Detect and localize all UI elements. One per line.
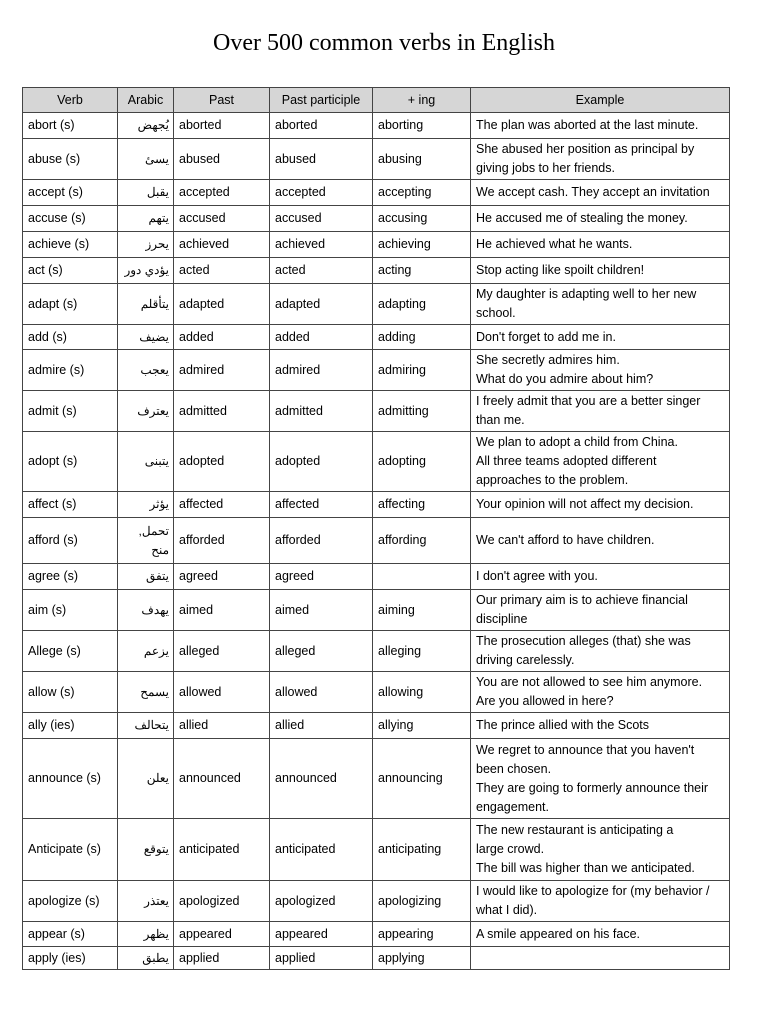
cell-verb: abort (s) (23, 113, 118, 139)
table-body (23, 113, 730, 970)
cell-verb: afford (s) (23, 518, 118, 564)
header-ing: + ing (373, 88, 471, 113)
cell-ing: appearing (373, 922, 471, 947)
cell-ing: allowing (373, 672, 471, 713)
cell-past-participle: admired (270, 350, 373, 391)
table-row (23, 590, 730, 631)
cell-verb: act (s) (23, 258, 118, 284)
table-row (23, 350, 730, 391)
table-row (23, 881, 730, 922)
cell-ing: accusing (373, 206, 471, 232)
cell-ing: acting (373, 258, 471, 284)
table-header-row (23, 88, 730, 113)
cell-past: agreed (174, 564, 270, 590)
cell-past-participle: apologized (270, 881, 373, 922)
table-row (23, 739, 730, 819)
cell-ing: alleging (373, 631, 471, 672)
cell-arabic: يتوقع (118, 819, 174, 881)
cell-verb: adapt (s) (23, 284, 118, 325)
table-row (23, 672, 730, 713)
cell-past-participle: added (270, 325, 373, 350)
cell-example: He achieved what he wants. (471, 232, 730, 258)
header-past-participle: Past participle (270, 88, 373, 113)
table-row (23, 947, 730, 970)
cell-verb: Allege (s) (23, 631, 118, 672)
cell-past: abused (174, 139, 270, 180)
cell-ing: admiring (373, 350, 471, 391)
cell-example: Don't forget to add me in. (471, 325, 730, 350)
cell-arabic: يضيف (118, 325, 174, 350)
header-example: Example (471, 88, 730, 113)
cell-past: affected (174, 492, 270, 518)
cell-verb: abuse (s) (23, 139, 118, 180)
cell-past-participle: alleged (270, 631, 373, 672)
cell-past: achieved (174, 232, 270, 258)
cell-verb: apologize (s) (23, 881, 118, 922)
cell-ing: applying (373, 947, 471, 970)
cell-example: Stop acting like spoilt children! (471, 258, 730, 284)
cell-arabic: تحمل, منح (118, 518, 174, 564)
cell-verb: Anticipate (s) (23, 819, 118, 881)
cell-past: accused (174, 206, 270, 232)
cell-past-participle: accused (270, 206, 373, 232)
cell-past-participle: allowed (270, 672, 373, 713)
cell-past: admired (174, 350, 270, 391)
header-verb: Verb (23, 88, 118, 113)
cell-arabic: يُجهض (118, 113, 174, 139)
table-row (23, 819, 730, 881)
cell-past: announced (174, 739, 270, 819)
cell-verb: admit (s) (23, 391, 118, 432)
cell-ing: admitting (373, 391, 471, 432)
cell-past-participle: aborted (270, 113, 373, 139)
cell-arabic: يعلن (118, 739, 174, 819)
cell-verb: ally (ies) (23, 713, 118, 739)
table-row (23, 206, 730, 232)
cell-past-participle: adapted (270, 284, 373, 325)
cell-example: I don't agree with you. (471, 564, 730, 590)
cell-arabic: يزعم (118, 631, 174, 672)
cell-past: adopted (174, 432, 270, 492)
table-row (23, 432, 730, 492)
cell-past: appeared (174, 922, 270, 947)
cell-ing: announcing (373, 739, 471, 819)
cell-past-participle: aimed (270, 590, 373, 631)
cell-past: allowed (174, 672, 270, 713)
cell-past-participle: afforded (270, 518, 373, 564)
cell-ing: abusing (373, 139, 471, 180)
cell-past: afforded (174, 518, 270, 564)
cell-arabic: يسئ (118, 139, 174, 180)
cell-arabic: يظهر (118, 922, 174, 947)
cell-example: She secretly admires him. What do you admire about him? (471, 350, 730, 391)
cell-past-participle: admitted (270, 391, 373, 432)
cell-example: I freely admit that you are a better singer than me. (471, 391, 730, 432)
cell-ing: aiming (373, 590, 471, 631)
cell-past-participle: adopted (270, 432, 373, 492)
cell-verb: apply (ies) (23, 947, 118, 970)
table-row (23, 564, 730, 590)
cell-example: The new restaurant is anticipating a large crowd. The bill was higher than we anticipated. (471, 819, 730, 881)
cell-ing: accepting (373, 180, 471, 206)
cell-past: anticipated (174, 819, 270, 881)
cell-arabic: يطبق (118, 947, 174, 970)
cell-past-participle: applied (270, 947, 373, 970)
cell-ing: anticipating (373, 819, 471, 881)
cell-example: We regret to announce that you haven't been chosen. They are going to formerly announce their engagement. (471, 739, 730, 819)
cell-past-participle: anticipated (270, 819, 373, 881)
table-row (23, 492, 730, 518)
cell-verb: accuse (s) (23, 206, 118, 232)
table-row (23, 325, 730, 350)
cell-example: We can't afford to have children. (471, 518, 730, 564)
cell-past: acted (174, 258, 270, 284)
cell-verb: accept (s) (23, 180, 118, 206)
cell-ing: adding (373, 325, 471, 350)
table-row (23, 180, 730, 206)
cell-past: apologized (174, 881, 270, 922)
cell-ing: allying (373, 713, 471, 739)
cell-example: He accused me of stealing the money. (471, 206, 730, 232)
cell-example: My daughter is adapting well to her new school. (471, 284, 730, 325)
page-title: Over 500 common verbs in English (213, 30, 555, 56)
cell-arabic: يعتذر (118, 881, 174, 922)
cell-ing: affording (373, 518, 471, 564)
cell-arabic: يتفق (118, 564, 174, 590)
cell-example: The prosecution alleges (that) she was driving carelessly. (471, 631, 730, 672)
cell-verb: admire (s) (23, 350, 118, 391)
cell-past-participle: affected (270, 492, 373, 518)
cell-arabic: يعجب (118, 350, 174, 391)
cell-ing: adapting (373, 284, 471, 325)
cell-ing: aborting (373, 113, 471, 139)
cell-arabic: يحرز (118, 232, 174, 258)
cell-example: We plan to adopt a child from China. All three teams adopted different approaches to the problem. (471, 432, 730, 492)
table-row (23, 391, 730, 432)
cell-verb: agree (s) (23, 564, 118, 590)
cell-arabic: يتأقلم (118, 284, 174, 325)
cell-past: admitted (174, 391, 270, 432)
cell-ing (373, 564, 471, 590)
cell-past: aimed (174, 590, 270, 631)
cell-past-participle: acted (270, 258, 373, 284)
table-row (23, 713, 730, 739)
table-row (23, 284, 730, 325)
cell-past: allied (174, 713, 270, 739)
cell-example: A smile appeared on his face. (471, 922, 730, 947)
cell-verb: appear (s) (23, 922, 118, 947)
cell-ing: apologizing (373, 881, 471, 922)
cell-verb: allow (s) (23, 672, 118, 713)
cell-example: You are not allowed to see him anymore. Are you allowed in here? (471, 672, 730, 713)
cell-past-participle: achieved (270, 232, 373, 258)
cell-arabic: يتحالف (118, 713, 174, 739)
table-row (23, 518, 730, 564)
cell-example: Our primary aim is to achieve financial discipline (471, 590, 730, 631)
cell-verb: add (s) (23, 325, 118, 350)
cell-past-participle: allied (270, 713, 373, 739)
cell-past-participle: accepted (270, 180, 373, 206)
cell-past: aborted (174, 113, 270, 139)
cell-past-participle: abused (270, 139, 373, 180)
cell-arabic: يؤدي دور (118, 258, 174, 284)
cell-example: We accept cash. They accept an invitation (471, 180, 730, 206)
cell-past-participle: appeared (270, 922, 373, 947)
cell-example: She abused her position as principal by giving jobs to her friends. (471, 139, 730, 180)
cell-past: applied (174, 947, 270, 970)
verbs-table (22, 87, 730, 970)
cell-example: The prince allied with the Scots (471, 713, 730, 739)
cell-verb: announce (s) (23, 739, 118, 819)
cell-past-participle: announced (270, 739, 373, 819)
cell-past-participle: agreed (270, 564, 373, 590)
cell-arabic: يتبنى (118, 432, 174, 492)
cell-example: Your opinion will not affect my decision. (471, 492, 730, 518)
cell-past: adapted (174, 284, 270, 325)
cell-arabic: يؤثر (118, 492, 174, 518)
cell-arabic: يسمح (118, 672, 174, 713)
cell-arabic: يهدف (118, 590, 174, 631)
cell-ing: adopting (373, 432, 471, 492)
cell-past: alleged (174, 631, 270, 672)
table-row (23, 258, 730, 284)
header-arabic: Arabic (118, 88, 174, 113)
table-row (23, 631, 730, 672)
table-row (23, 232, 730, 258)
cell-example: The plan was aborted at the last minute. (471, 113, 730, 139)
cell-past: added (174, 325, 270, 350)
cell-verb: achieve (s) (23, 232, 118, 258)
table-row (23, 113, 730, 139)
cell-verb: adopt (s) (23, 432, 118, 492)
header-past: Past (174, 88, 270, 113)
cell-ing: affecting (373, 492, 471, 518)
cell-ing: achieving (373, 232, 471, 258)
table-row (23, 139, 730, 180)
cell-verb: affect (s) (23, 492, 118, 518)
cell-arabic: يقبل (118, 180, 174, 206)
cell-arabic: يعترف (118, 391, 174, 432)
cell-verb: aim (s) (23, 590, 118, 631)
cell-example: I would like to apologize for (my behavior / what I did). (471, 881, 730, 922)
table-row (23, 922, 730, 947)
cell-arabic: يتهم (118, 206, 174, 232)
cell-past: accepted (174, 180, 270, 206)
cell-example (471, 947, 730, 970)
